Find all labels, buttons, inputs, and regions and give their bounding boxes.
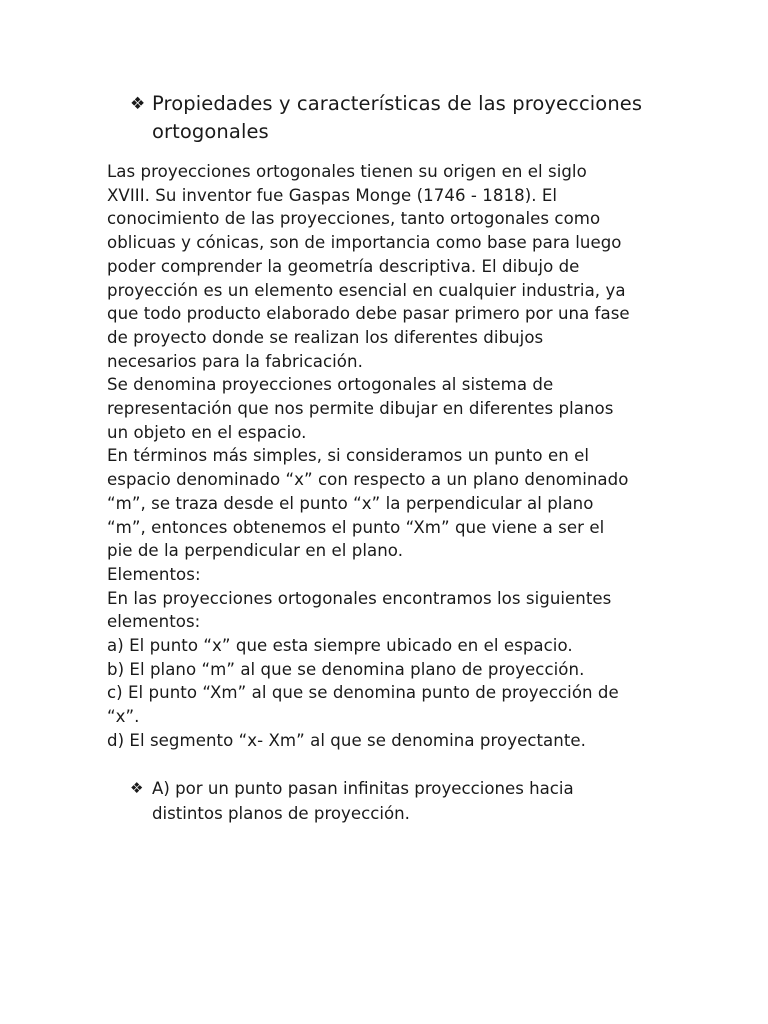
body-line: de proyecto donde se realizan los diferentes dibujos xyxy=(107,327,544,347)
section-heading xyxy=(130,90,690,146)
body-line: c) El punto “Xm” al que se denomina punto de proyección de xyxy=(107,683,619,703)
body-line: espacio denominado “x” con respecto a un plano denominado xyxy=(107,470,629,490)
body-line: d) El segmento “x- Xm” al que se denomina proyectante. xyxy=(107,730,586,750)
body-line: oblicuas y cónicas, son de importancia como base para luego xyxy=(107,233,622,253)
body-line: “m”, entonces obtenemos el punto “Xm” que viene a ser el xyxy=(107,517,605,537)
bullet-item-text xyxy=(152,776,574,826)
body-line: XVIII. Su inventor fue Gaspas Monge (1746 - 1818). El xyxy=(107,185,558,205)
body-line: que todo producto elaborado debe pasar primero por una fase xyxy=(107,304,630,324)
heading-text xyxy=(152,90,642,146)
body-line: necesarios para la fabricación. xyxy=(107,351,363,371)
body-line: conocimiento de las proyecciones, tanto ortogonales como xyxy=(107,209,601,229)
body-line: En las proyecciones ortogonales encontramos los siguientes xyxy=(107,588,612,608)
body-line: elementos: xyxy=(107,612,201,632)
diamond-bullet-icon: ❖ xyxy=(130,779,144,797)
body-line: a) El punto “x” que esta siempre ubicado en el espacio. xyxy=(107,636,573,656)
bullet-item xyxy=(130,776,690,826)
bullet-line: A) por un punto pasan infinitas proyecciones hacia xyxy=(152,779,574,798)
body-line: Las proyecciones ortogonales tienen su origen en el siglo xyxy=(107,162,587,181)
bullet-line: distintos planos de proyección. xyxy=(152,804,410,823)
body-line: b) El plano “m” al que se denomina plano de proyección. xyxy=(107,659,585,679)
body-line: un objeto en el espacio. xyxy=(107,422,307,442)
body-line: Elementos: xyxy=(107,564,201,584)
body-line: poder comprender la geometría descriptiva. El dibujo de xyxy=(107,256,580,276)
body-line: representación que nos permite dibujar en diferentes planos xyxy=(107,399,614,419)
heading-line: ortogonales xyxy=(152,120,269,143)
body-line: En términos más simples, si consideramos un punto en el xyxy=(107,446,590,466)
body-line: “x”. xyxy=(107,707,140,727)
body-text xyxy=(107,160,687,753)
body-line: “m”, se traza desde el punto “x” la perpendicular al plano xyxy=(107,493,594,513)
heading-line: Propiedades y características de las proyecciones xyxy=(152,92,643,115)
body-line: pie de la perpendicular en el plano. xyxy=(107,541,404,561)
body-line: Se denomina proyecciones ortogonales al sistema de xyxy=(107,375,554,395)
diamond-bullet-icon: ❖ xyxy=(130,94,146,114)
body-line: proyección es un elemento esencial en cualquier industria, ya xyxy=(107,280,626,300)
